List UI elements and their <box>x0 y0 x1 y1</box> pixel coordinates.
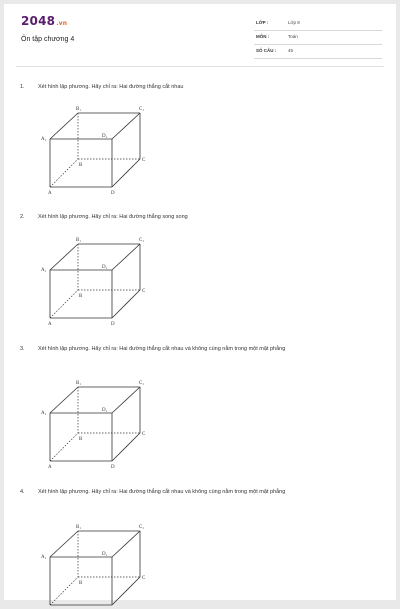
vertex-label-b1: B₁ <box>76 381 82 386</box>
vertex-label-b1: B₁ <box>76 238 82 243</box>
edge-a1b1 <box>50 387 78 413</box>
vertex-label-c1: C₁ <box>139 525 145 530</box>
edge-dc <box>112 290 140 318</box>
logo-text: 2048 <box>21 14 56 28</box>
vertex-label-a1: A₁ <box>41 268 47 273</box>
vertex-label-d1: D₁ <box>102 265 108 270</box>
vertex-label-a: A <box>48 465 52 470</box>
cube-diagram <box>36 232 156 327</box>
document-page <box>4 4 396 600</box>
vertex-label-b: B <box>79 294 83 299</box>
vertex-label-d: D <box>111 191 115 196</box>
vertex-label-b: B <box>79 163 83 168</box>
meta-info <box>254 18 382 60</box>
vertex-label-c1: C₁ <box>139 381 145 386</box>
edge-ab-hidden <box>50 577 78 605</box>
question-number: 1. <box>20 84 25 90</box>
vertex-label-c: C <box>142 576 146 581</box>
question-number: 4. <box>20 489 25 495</box>
edge-ab-hidden <box>50 433 78 461</box>
site-logo[interactable] <box>21 14 67 28</box>
vertex-label-a1: A₁ <box>41 411 47 416</box>
edge-d1c1 <box>112 113 140 139</box>
vertex-label-a: A <box>48 322 52 327</box>
edge-d1c1 <box>112 244 140 270</box>
vertex-label-d1: D₁ <box>102 134 108 139</box>
question-text: Xét hình lập phương. Hãy chỉ ra: Hai đường thẳng song song <box>38 214 188 220</box>
header-divider <box>16 66 384 67</box>
meta-value: Lớp 8 <box>288 20 300 25</box>
vertex-label-b: B <box>79 581 83 586</box>
vertex-label-c1: C₁ <box>139 107 145 112</box>
edge-d1c1 <box>112 531 140 557</box>
question-text: Xét hình lập phương. Hãy chỉ ra: Hai đường thẳng cắt nhau <box>38 84 184 90</box>
edge-d1c1 <box>112 387 140 413</box>
question-text: Xét hình lập phương. Hãy chỉ ra: Hai đường thẳng cắt nhau và không cùng nằm trong một mặt phẳng <box>38 489 286 495</box>
meta-row-class <box>254 18 382 31</box>
meta-label: MÔN : <box>256 34 270 39</box>
vertex-label-b: B <box>79 437 83 442</box>
vertex-label-c: C <box>142 432 146 437</box>
vertex-label-c1: C₁ <box>139 238 145 243</box>
question-text: Xét hình lập phương. Hãy chỉ ra: Hai đường thẳng cắt nhau và không cùng nằm trong một mặt phẳng <box>38 346 286 352</box>
vertex-label-d: D <box>111 322 115 327</box>
meta-value: 45 <box>288 48 294 53</box>
meta-row-subject <box>254 32 382 45</box>
question-number: 3. <box>20 346 25 352</box>
cube-diagram <box>36 375 156 470</box>
edge-a1b1 <box>50 113 78 139</box>
edge-a1b1 <box>50 531 78 557</box>
vertex-label-c: C <box>142 158 146 163</box>
chapter-title: Ôn tập chương 4 <box>21 36 75 43</box>
vertex-label-d1: D₁ <box>102 552 108 557</box>
document-header <box>4 4 396 64</box>
vertex-label-d: D <box>111 465 115 470</box>
cube-diagram <box>36 101 156 196</box>
edge-a1b1 <box>50 244 78 270</box>
cube-diagram <box>36 519 156 609</box>
vertex-label-a: A <box>48 191 52 196</box>
meta-label: LỚP : <box>256 20 269 25</box>
vertex-label-d1: D₁ <box>102 408 108 413</box>
question-number: 2. <box>20 214 25 220</box>
vertex-label-a1: A₁ <box>41 137 47 142</box>
vertex-label-c: C <box>142 289 146 294</box>
edge-ab-hidden <box>50 290 78 318</box>
vertex-label-b1: B₁ <box>76 525 82 530</box>
logo-suffix: .vn <box>56 20 68 27</box>
edge-dc <box>112 577 140 605</box>
vertex-label-a1: A₁ <box>41 555 47 560</box>
meta-label: SỐ CÂU : <box>256 48 277 53</box>
meta-row-count <box>254 46 382 59</box>
meta-value: Toán <box>288 34 298 39</box>
vertex-label-b1: B₁ <box>76 107 82 112</box>
edge-ab-hidden <box>50 159 78 187</box>
edge-dc <box>112 159 140 187</box>
edge-dc <box>112 433 140 461</box>
